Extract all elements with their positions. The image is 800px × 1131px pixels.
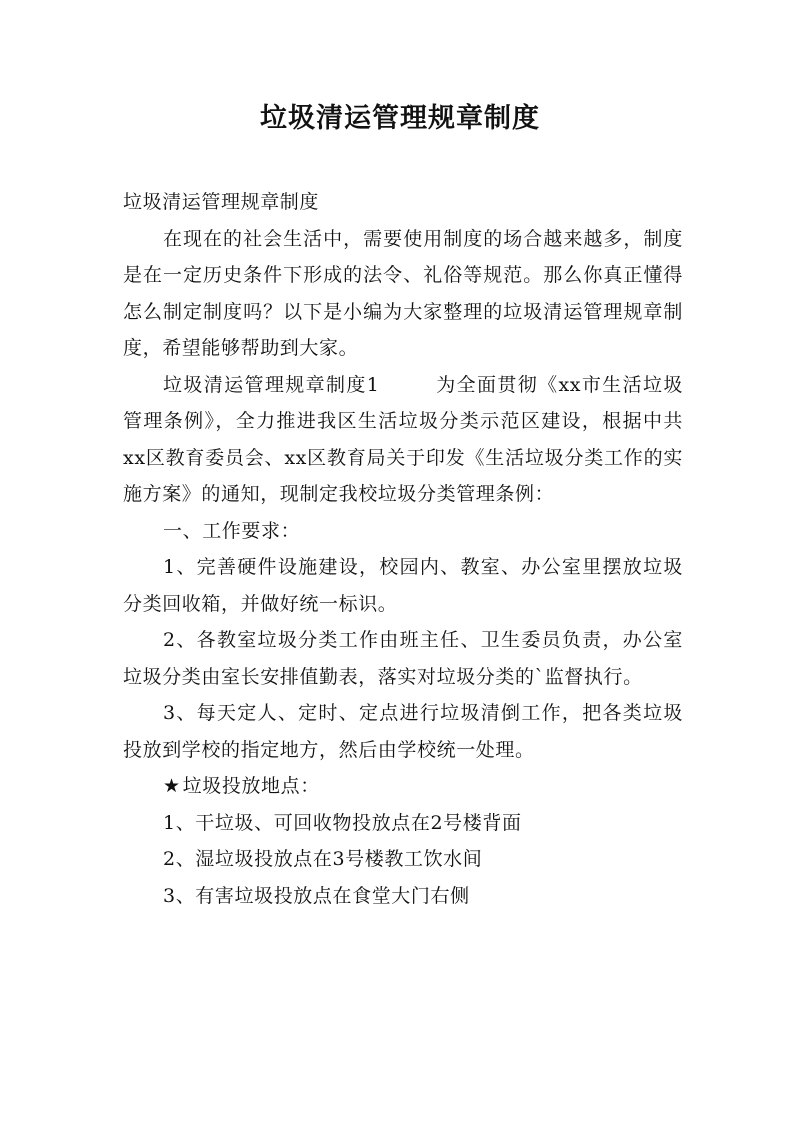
section1-body: 为全面贯彻《xx市生活垃圾管理条例》，全力推进我区生活垃圾分类示范区建设，根据中共xx区教育委员会、xx区教育局关于印发《生活垃圾分类工作的实施方案》的通知，现制定我校垃圾分类管理条例： xyxy=(123,373,683,505)
section1-paragraph xyxy=(123,367,683,513)
requirement-item-1: 1、完善硬件设施建设，校园内、教室、办公室里摆放垃圾分类回收箱，并做好统一标识。 xyxy=(123,556,683,615)
heading-locations: 垃圾投放地点： xyxy=(182,775,320,797)
star-icon: ★ xyxy=(163,775,181,797)
requirement-item-3: 3、每天定人、定时、定点进行垃圾清倒工作，把各类垃圾投放到学校的指定地方，然后由学校统一处理。 xyxy=(123,702,683,761)
document-body xyxy=(123,184,683,914)
document-title: 垃圾清运管理规章制度 xyxy=(260,103,540,134)
intro-paragraph: 在现在的社会生活中，需要使用制度的场合越来越多，制度是在一定历史条件下形成的法令、礼俗等规范。那么你真正懂得怎么制定制度吗？以下是小编为大家整理的垃圾清运管理规章制度，希望能够帮助到大家。 xyxy=(123,227,683,359)
document-subtitle: 垃圾清运管理规章制度 xyxy=(123,191,320,213)
requirement-item-2: 2、各教室垃圾分类工作由班主任、卫生委员负责，办公室垃圾分类由室长安排值勤表，落实对垃圾分类的`监督执行。 xyxy=(123,629,683,688)
location-item-1: 1、干垃圾、可回收物投放点在2号楼背面 xyxy=(163,811,522,834)
section1-label: 垃圾清运管理规章制度1 xyxy=(163,373,380,396)
heading-requirements: 一、工作要求： xyxy=(163,519,301,542)
location-item-2: 2、湿垃圾投放点在3号楼教工饮水间 xyxy=(163,848,483,870)
location-item-3: 3、有害垃圾投放点在食堂大门右侧 xyxy=(163,884,470,907)
heading-locations-line xyxy=(123,768,683,805)
